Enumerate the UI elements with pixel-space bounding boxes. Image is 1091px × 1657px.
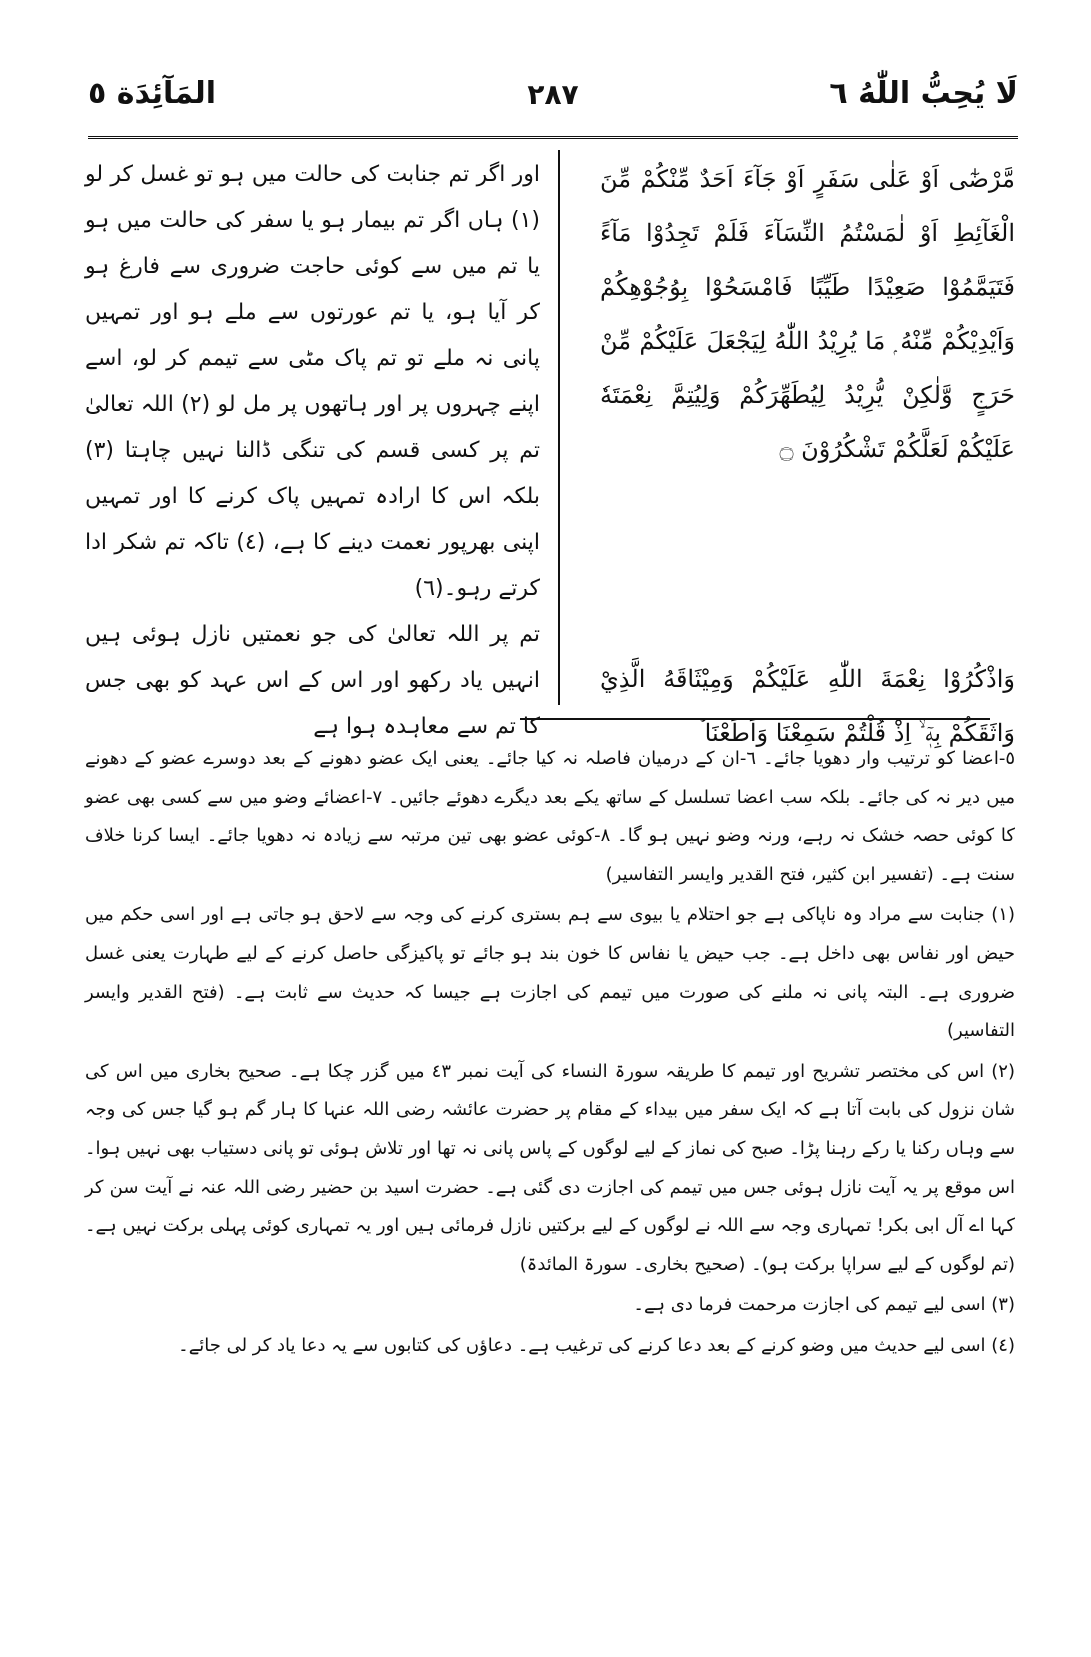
verse-gap	[600, 476, 1015, 652]
footnote-3: (٣) اسی لیے تیمم کی اجازت مرحمت فرما دی ہے۔	[633, 1294, 1015, 1316]
page-header	[88, 72, 1018, 132]
translation-verse-7: تم پر اللہ تعالیٰ کی جو نعمتیں نازل ہوئی ہیں انہیں یاد رکھو اور اس کے اس عہد کو بھی جس کا تم سے معاہدہ ہوا ہے	[85, 622, 540, 739]
arabic-verse-7: وَاذْكُرُوْا نِعْمَةَ اللّٰهِ عَلَيْكُمْ وَمِيْثَاقَهُ الَّذِيْ وَاثَقَكُمْ بِهٖٓ ۙ اِذْ قُلْتُمْ سَمِعْنَا وَاَطَعْنَا ۡ	[600, 665, 1015, 747]
arabic-verse-6: مَّرْضٰٓى اَوْ عَلٰى سَفَرٍ اَوْ جَآءَ اَحَدٌ مِّنْكُمْ مِّنَ الْغَآئِطِ اَوْ لٰمَسْتُمُ النِّسَآءَ فَلَمْ تَجِدُوْا مَآءً فَتَيَمَّمُوْا صَعِيْدًا طَيِّبًا فَامْسَحُوْا بِوُجُوْهِكُمْ وَاَيْدِيْكُمْ مِّنْهُ ۭ مَا يُرِيْدُ اللّٰهُ لِيَجْعَلَ عَلَيْكُمْ مِّنْ حَرَجٍ وَّلٰكِنْ يُّرِيْدُ لِيُطَهِّرَكُمْ وَلِيُتِمَّ نِعْمَتَهٗ عَلَيْكُمْ لَعَلَّكُمْ تَشْكُرُوْنَ ۝	[600, 165, 1015, 463]
arabic-column	[600, 152, 1015, 760]
column-divider	[558, 150, 560, 705]
footnote-2: (٢) اس کی مختصر تشریح اور تیمم کا طریقہ سورۃ النساء کی آیت نمبر ٤٣ میں گزر چکا ہے۔ صحیح بخاری میں اس کی شان نزول کی بابت آتا ہے کہ ایک سفر میں بیداء کے مقام پر حضرت عائشہ رضی اللہ عنہا کا ہار گم ہو گیا جس کی وجہ سے وہاں رکنا یا رکے رہنا پڑا۔ صبح کی نماز کے لیے لوگوں کے پاس پانی نہ تھا اور تلاش ہوئی تو پانی دستیاب بھی نہیں ہوا۔ اس موقع پر یہ آیت نازل ہوئی جس میں تیمم کی اجازت دی گئی ہے۔ حضرت اسید بن حضیر رضی اللہ عنہ نے آیت سن کر کہا اے آل ابی بکر! تمہاری وجہ سے اللہ نے لوگوں کے لیے برکتیں نازل فرمائی ہیں اور یہ تمہاری کوئی پہلی برکت نہیں ہے۔ (تم لوگوں کے لیے سراپا برکت ہو)۔ (صحیح بخاری۔ سورۃ المائدۃ)	[85, 1060, 1015, 1275]
surah-name: المَآئِدَة ٥	[88, 76, 216, 111]
page-number: ٢٨٧	[527, 78, 579, 111]
footnote-rule	[520, 718, 990, 720]
header-rule	[88, 136, 1018, 143]
footnote-1: (١) جنابت سے مراد وہ ناپاکی ہے جو احتلام یا بیوی سے ہم بستری کرنے کی وجہ سے لاحق ہو جاتی ہے اور اسی حکم میں حیض اور نفاس بھی داخل ہے۔ جب حیض یا نفاس کا خون بند ہو جائے تو پاکیزگی حاصل کرنے کے لیے طہارت یعنی غسل ضروری ہے۔ البتہ پانی نہ ملنے کی صورت میں تیمم کی اجازت ہے جیسا کہ حدیث سے ثابت ہے۔ (فتح القدیر وایسر التفاسیر)	[85, 904, 1015, 1042]
translation-verse-6: اور اگر تم جنابت کی حالت میں ہو تو غسل کر لو (١) ہاں اگر تم بیمار ہو یا سفر کی حالت میں ہو یا تم میں سے کوئی حاجت ضروری سے فارغ ہو کر آیا ہو، یا تم عورتوں سے ملے ہو اور تمہیں پانی نہ ملے تو تم پاک مٹی سے تیمم کر لو، اسے اپنے چہروں پر اور ہاتھوں پر مل لو (٢) اللہ تعالیٰ تم پر کسی قسم کی تنگی ڈالنا نہیں چاہتا (٣) بلکہ اس کا ارادہ تمہیں پاک کرنے کا اور تمہیں اپنی بھرپور نعمت دینے کا ہے، (٤) تاکہ تم شکر ادا کرتے رہو۔(٦)	[85, 162, 541, 601]
footnotes	[85, 740, 1015, 1368]
footnote-continued: ٥-اعضا کو ترتیب وار دھویا جائے۔ ٦-ان کے درمیان فاصلہ نہ کیا جائے۔ یعنی ایک عضو دھونے کے بعد دوسرے عضو کے دھونے میں دیر نہ کی جائے۔ بلکہ سب اعضا تسلسل کے ساتھ یکے بعد دیگرے دھوئے جائیں۔ ٧-اعضائے وضو میں سے کسی بھی عضو کا کوئی حصہ خشک نہ رہے، ورنہ وضو نہیں ہو گا۔ ٨-کوئی عضو بھی تین مرتبہ سے زیادہ نہ دھویا جائے۔ ایسا کرنا خلاف سنت ہے۔ (تفسیر ابن کثیر، فتح القدیر وایسر التفاسیر)	[85, 748, 1016, 885]
footnote-4: (٤) اسی لیے حدیث میں وضو کرنے کے بعد دعا کرنے کی ترغیب ہے۔ دعاؤں کی کتابوں سے یہ دعا یاد کر لی جائے۔	[178, 1334, 1015, 1356]
juz-name: لَا يُحِبُّ اللّٰهُ ٦	[829, 76, 1018, 111]
translation-column	[85, 152, 540, 750]
